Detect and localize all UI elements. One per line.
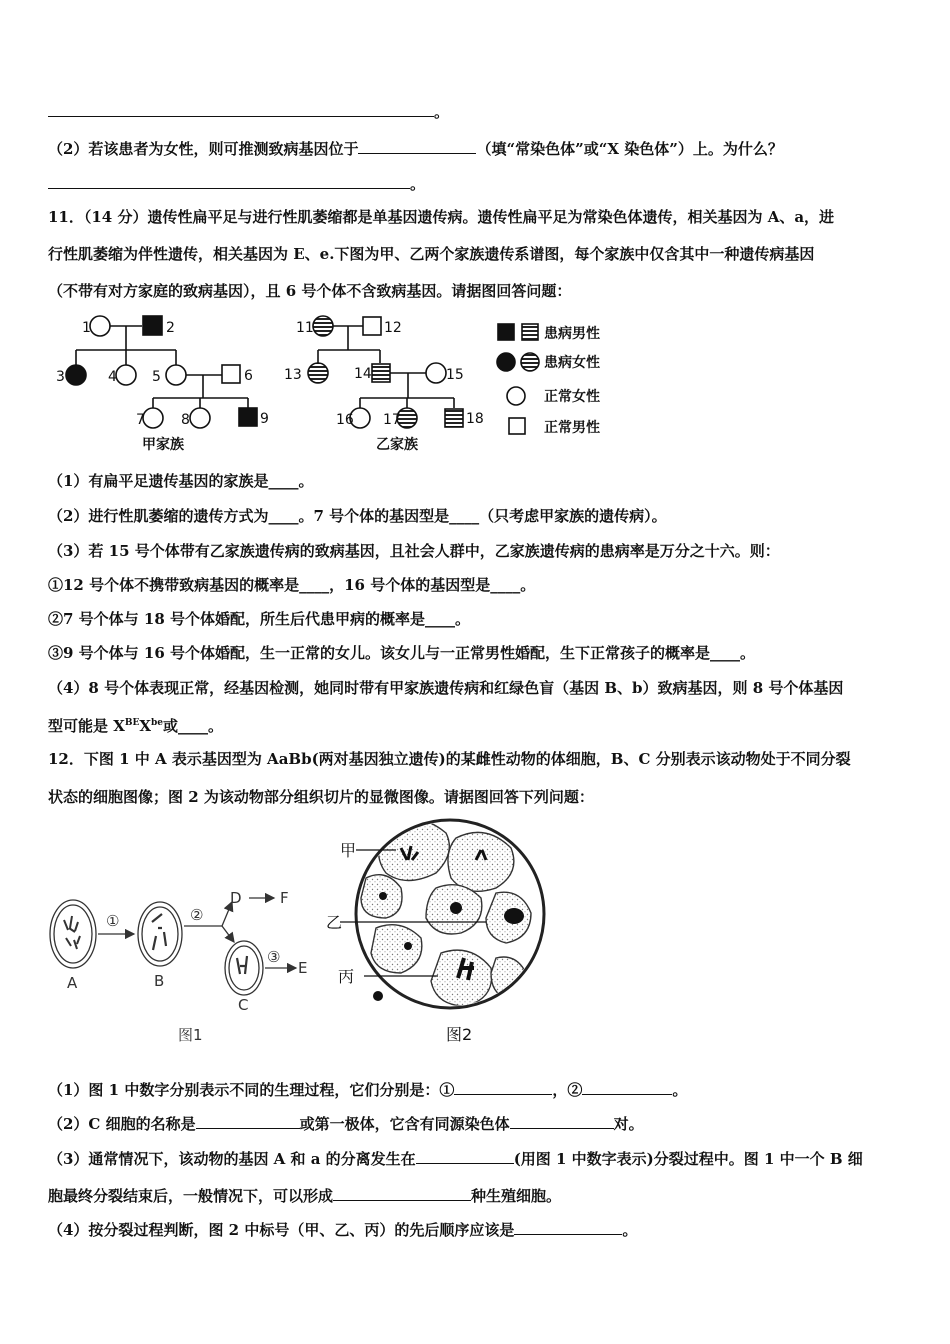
q12-sub3-2 xyxy=(48,1184,910,1207)
text: （3）通常情况下，该动物的基因 A 和 a 的分离发生在 xyxy=(48,1150,416,1168)
answer-blank[interactable] xyxy=(358,137,476,154)
q11-sub4-2 xyxy=(48,712,910,737)
text: ，② xyxy=(552,1081,583,1099)
svg-text:乙: 乙 xyxy=(326,913,343,932)
answer-blank[interactable] xyxy=(333,1184,471,1201)
svg-text:E: E xyxy=(298,959,308,977)
q12-sub2 xyxy=(48,1112,910,1135)
text: 或第一极体，它含有同源染色体 xyxy=(299,1115,510,1133)
svg-text:患病女性: 患病女性 xyxy=(544,355,600,371)
svg-text:9: 9 xyxy=(260,411,269,427)
svg-text:7: 7 xyxy=(136,412,145,428)
text: （1）图 1 中数字分别表示不同的生理过程，它们分别是：① xyxy=(48,1081,455,1099)
individual-4 xyxy=(116,365,136,385)
q11-sub3: （3）若 15 号个体带有乙家族遗传病的致病基因，且社会人群中，乙家族遗传病的患病率是万分之十六。则： xyxy=(48,542,780,560)
answer-blank[interactable] xyxy=(196,1112,300,1129)
individual-12 xyxy=(363,317,381,335)
sup: BE xyxy=(124,718,140,728)
text: 或____。 xyxy=(163,717,224,735)
svg-text:患病男性: 患病男性 xyxy=(544,326,600,342)
svg-text:F: F xyxy=(280,889,289,907)
svg-text:14: 14 xyxy=(354,366,372,382)
svg-text:6: 6 xyxy=(244,368,253,384)
individual-7 xyxy=(143,408,163,428)
q11-intro-1: 11．（14 分）遗传性扁平足与进行性肌萎缩都是单基因遗传病。遗传性扁平足为常染色体遗传，相关基因为 A、a，进 xyxy=(48,208,835,226)
answer-blank[interactable] xyxy=(514,1218,622,1235)
figure-2-microscope xyxy=(326,818,556,1054)
answer-blank[interactable] xyxy=(48,172,410,189)
individual-2 xyxy=(143,316,162,335)
svg-text:3: 3 xyxy=(56,369,65,385)
cell-c xyxy=(225,941,263,995)
text: 型可能是 X xyxy=(48,717,125,735)
svg-text:16: 16 xyxy=(336,412,354,428)
svg-text:丙: 丙 xyxy=(338,967,355,986)
individual-3 xyxy=(66,365,86,385)
q11-sub3-2: ②7 号个体与 18 号个体婚配，所生后代患甲病的概率是____。 xyxy=(48,610,470,628)
svg-text:1: 1 xyxy=(82,320,91,336)
svg-text:D: D xyxy=(230,889,242,907)
individual-9 xyxy=(239,408,257,426)
text: 对。 xyxy=(613,1115,644,1133)
svg-text:11: 11 xyxy=(296,320,314,336)
text: 胞最终分裂结束后，一般情况下，可以形成 xyxy=(48,1187,334,1205)
individual-14 xyxy=(372,364,390,382)
q10-sub2 xyxy=(48,137,910,160)
text: (用图 1 中数字表示)分裂过程中。图 1 中一个 B 细 xyxy=(513,1150,863,1168)
text: X xyxy=(139,717,151,735)
q11-sub2: （2）进行性肌萎缩的遗传方式为____。7 号个体的基因型是____（只考虑甲家族的遗传病）。 xyxy=(48,507,667,525)
svg-text:B: B xyxy=(154,972,165,990)
cell-b xyxy=(138,902,182,966)
individual-5 xyxy=(166,365,186,385)
svg-text:①: ① xyxy=(106,912,120,930)
individual-11 xyxy=(313,316,333,336)
svg-text:15: 15 xyxy=(446,367,464,383)
svg-text:13: 13 xyxy=(284,367,302,383)
individual-6 xyxy=(222,365,240,383)
q12-sub3-1 xyxy=(48,1147,910,1170)
individual-15 xyxy=(426,363,446,383)
svg-text:正常女性: 正常女性 xyxy=(544,389,600,405)
q10-sub2-text-a: （2）若该患者为女性，则可推测致病基因位于 xyxy=(48,140,359,158)
svg-text:②: ② xyxy=(190,906,204,924)
svg-text:18: 18 xyxy=(466,411,484,427)
svg-text:A: A xyxy=(67,974,78,992)
pedigree-figure xyxy=(50,310,620,460)
punct: 。 xyxy=(410,175,426,193)
svg-text:甲: 甲 xyxy=(340,841,357,860)
q12-sub4 xyxy=(48,1218,910,1241)
individual-1 xyxy=(90,316,110,336)
answer-blank[interactable] xyxy=(582,1078,672,1095)
answer-blank[interactable] xyxy=(510,1112,614,1129)
q11-intro-2: 行性肌萎缩为伴性遗传，相关基因为 E、e.下图为甲、乙两个家族遗传系谱图，每个家族中仅含其中一种遗传病基因 xyxy=(48,245,815,263)
text: 。 xyxy=(672,1081,688,1099)
svg-text:17: 17 xyxy=(383,412,401,428)
q10-sub2-text-b: （填“常染色体”或“X 染色体”）上。为什么？ xyxy=(476,140,783,158)
text: （2）C 细胞的名称是 xyxy=(48,1115,196,1133)
q12-intro-1: 12．下图 1 中 A 表示基因型为 AaBb(两对基因独立遗传)的某雌性动物的体细胞，B、C 分别表示该动物处于不同分裂 xyxy=(48,750,851,768)
individual-18 xyxy=(445,409,463,427)
individual-8 xyxy=(190,408,210,428)
q11-intro-3: （不带有对方家庭的致病基因），且 6 号个体不含致病基因。请据图回答问题： xyxy=(48,282,572,300)
svg-text:2: 2 xyxy=(166,320,175,336)
q11-sub3-1: ①12 号个体不携带致病基因的概率是____，16 号个体的基因型是____。 xyxy=(48,576,536,594)
q11-sub4-1: （4）8 号个体表现正常，经基因检测，她同时带有甲家族遗传病和红绿色盲（基因 B、b）致病基因，则 8 号个体基因 xyxy=(48,679,844,697)
q10-answer-line-3 xyxy=(48,172,910,195)
q11-sub1: （1）有扁平足遗传基因的家族是____。 xyxy=(48,472,314,490)
individual-13 xyxy=(308,363,328,383)
svg-text:8: 8 xyxy=(181,412,190,428)
svg-text:图1: 图1 xyxy=(178,1026,203,1044)
svg-text:4: 4 xyxy=(108,369,117,385)
text: （4）按分裂过程判断，图 2 中标号（甲、乙、丙）的先后顺序应该是 xyxy=(48,1221,515,1239)
answer-blank[interactable] xyxy=(416,1147,514,1164)
q11-sub3-3: ③9 号个体与 16 号个体婚配，生一正常的女儿。该女儿与一正常男性婚配，生下正常孩子的概率是____。 xyxy=(48,644,755,662)
svg-text:C: C xyxy=(238,996,249,1014)
punct: 。 xyxy=(434,103,450,121)
svg-text:12: 12 xyxy=(384,320,402,336)
answer-blank[interactable] xyxy=(48,100,434,117)
figure-1-cell-division xyxy=(44,880,324,1050)
text: 种生殖细胞。 xyxy=(471,1187,562,1205)
svg-text:甲家族: 甲家族 xyxy=(142,437,184,453)
cell-a xyxy=(50,900,96,968)
text: 。 xyxy=(622,1221,638,1239)
q12-sub1 xyxy=(48,1078,910,1101)
svg-text:③: ③ xyxy=(267,948,281,966)
svg-text:乙家族: 乙家族 xyxy=(376,437,418,453)
answer-blank[interactable] xyxy=(454,1078,552,1095)
svg-text:正常男性: 正常男性 xyxy=(544,420,600,436)
q12-intro-2: 状态的细胞图像；图 2 为该动物部分组织切片的显微图像。请据图回答下列问题： xyxy=(48,788,594,806)
sup: be xyxy=(150,718,164,728)
svg-text:图2: 图2 xyxy=(446,1025,473,1044)
q10-answer-line-1 xyxy=(48,100,910,123)
svg-text:5: 5 xyxy=(152,369,161,385)
